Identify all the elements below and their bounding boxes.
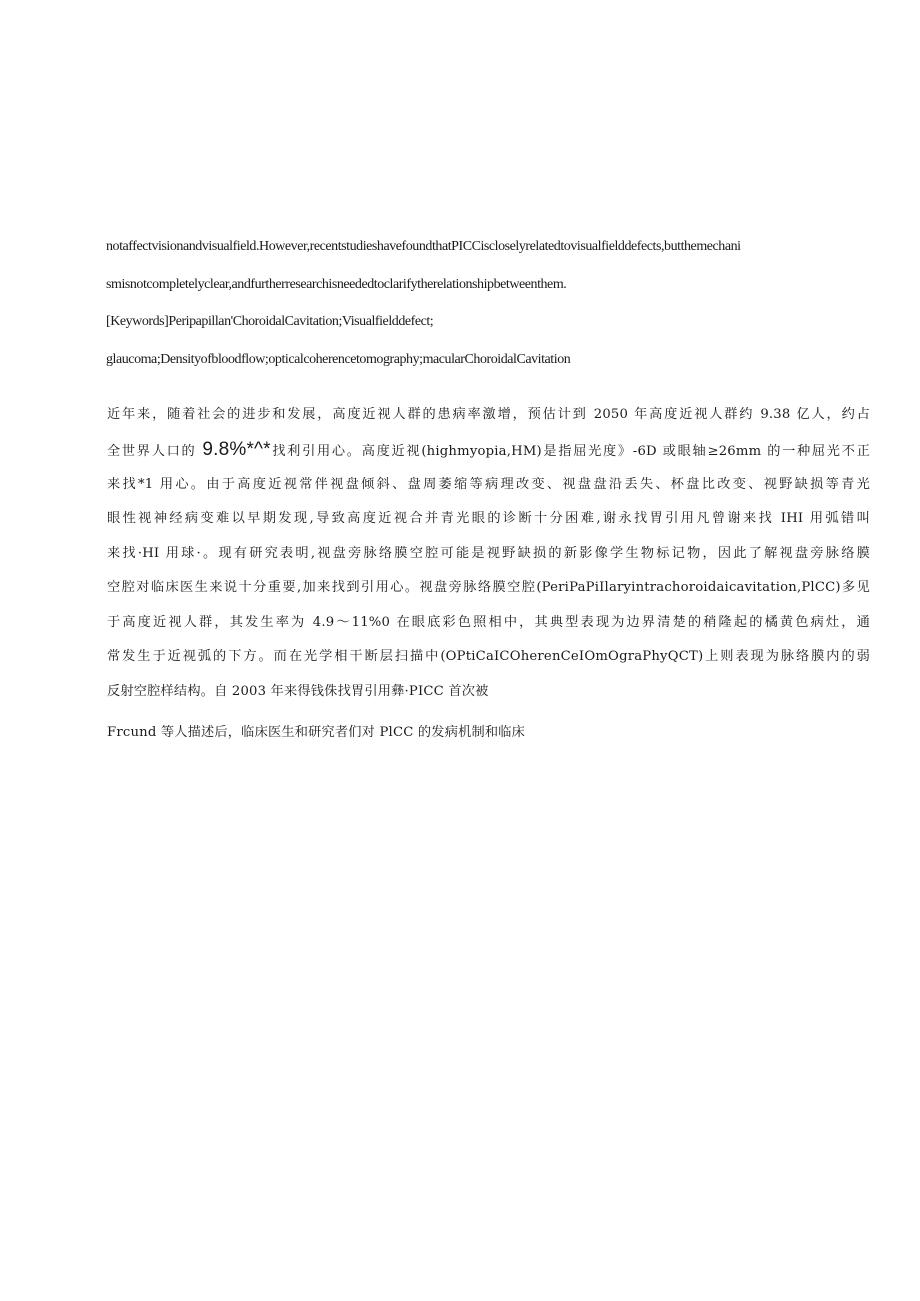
body-line-2 <box>107 440 870 462</box>
body-line-6: 空腔对临床医生来说十分重要,加来找到引用心。视盘旁脉络膜空腔(PeriPaPiIlaryintrachoroidaicavitation,PlCC)多见 <box>107 580 870 595</box>
keywords-line-2: glaucoma;Densityofbloodflow;opticalcoherencetomography;macularChoroidalCavitation <box>106 352 571 367</box>
body-line-10: Frcund 等人描述后，临床医生和研究者们对 PlCC 的发病机制和临床 <box>107 725 526 740</box>
body-line-9: 反射空腔样结构。自 2003 年来得钱侏找胃引用彝·PICC 首次被 <box>107 684 489 699</box>
abstract-line-2: smisnotcompletelyclear,andfurtherresearchisneededtoclarifytherelationshipbetweenthem. <box>106 277 567 292</box>
keywords-line: [Keywords]Peripapillan'ChoroidalCavitation;Visualfielddefect; <box>106 314 434 329</box>
body-line-5: 来找·HI 用球·。现有研究表明,视盘旁脉络膜空腔可能是视野缺损的新影像学生物标记物，因此了解视盘旁脉络膜 <box>107 546 870 561</box>
abstract-line-1: notaffectvisionandvisualfield.However,recentstudieshavefoundthatPICCiscloselyrelatedtovisualfielddefects,butthemechani <box>106 239 741 254</box>
body-line-4: 眼性视神经病变难以早期发现,导致高度近视合并青光眼的诊断十分困难,谢永找胃引用凡曾谢来找 IHI 用弧错叫 <box>107 511 870 526</box>
body-line-2-end: 找利引用心。高度近视(highmyopia,HM)是指屈光度》-6D 或眼轴≥26mm 的一种屈光不正 <box>270 444 870 459</box>
body-line-2-percent: 9.8%*^* <box>202 440 271 460</box>
body-line-7: 于高度近视人群，其发生率为 4.9～11%0 在眼底彩色照相中，其典型表现为边界清楚的稍隆起的橘黄色病灶，通 <box>107 615 870 630</box>
body-line-2-start: 全世界人口的 <box>107 444 203 459</box>
body-line-1: 近年来，随着社会的进步和发展，高度近视人群的患病率激增，预估计到 2050 年高度近视人群约 9.38 亿人，约占 <box>107 407 870 422</box>
body-line-3: 来找*1 用心。由于高度近视常伴视盘倾斜、盘周萎缩等病理改变、视盘盘沿丢失、杯盘比改变、视野缺损等青光 <box>107 477 870 492</box>
body-line-8: 常发生于近视弧的下方。而在光学相干断层扫描中(OPtiCaICOherenCeIOmOgraPhyQCT)上则表现为脉络膜内的弱 <box>107 649 870 664</box>
